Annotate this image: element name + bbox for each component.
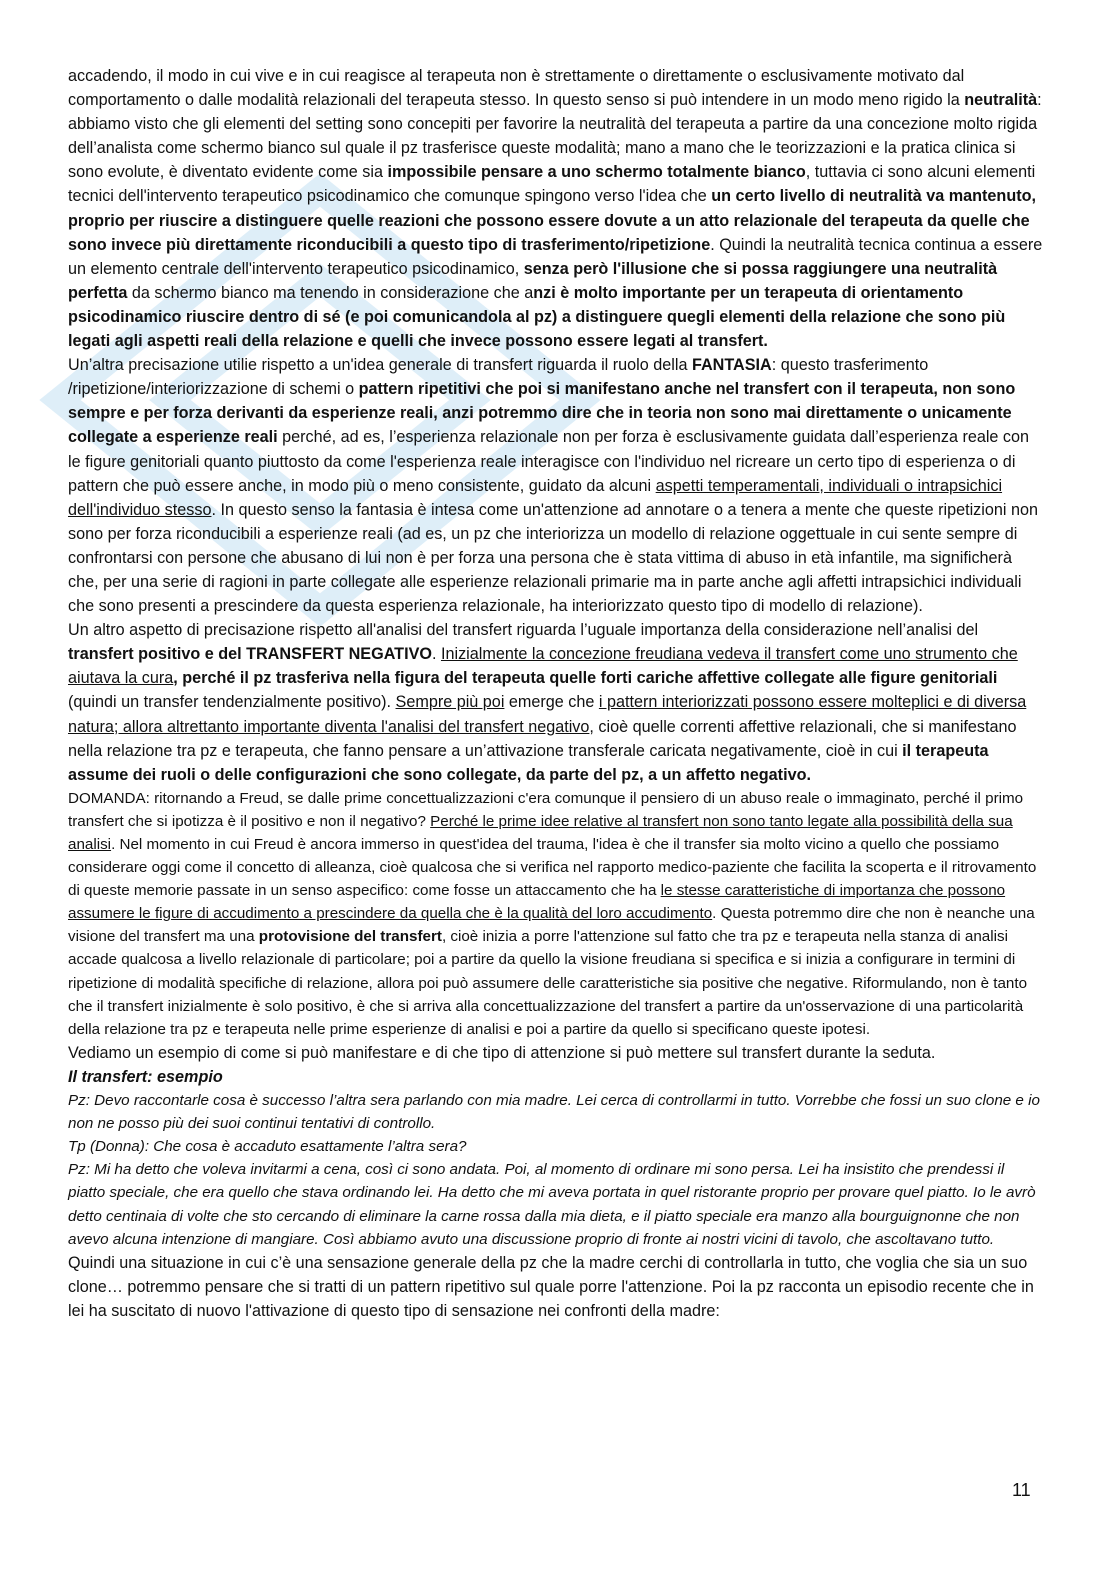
p3-segment-8: i pattern interiorizzati possono essere molteplici e di diversa natura; allora altrettanto importante diventa l'analisi del transfert negativo [68, 693, 1027, 736]
p2-segment-4: perché, ad es, l’esperienza relazionale non per forza è esclusivamente guidata dall’esperienza reale con le figure genitoriali quanto piuttosto da come l'esperienza reale interagisce con l'individuo nel ricreare un certo tipo di esperienza o di pattern che può essere anche, in modo più o meno consistente, guidato da alcuni [68, 428, 1030, 495]
p3-segment-5: (quindi un transfer tendenzialmente positivo). [68, 693, 396, 712]
p2-segment-5: aspetti temperamentali, individuali o intrapsichici dell'individuo stesso [68, 476, 1003, 519]
p2-segment-1: FANTASIA [691, 356, 772, 375]
p4-segment-4: . Questa potremmo dire che non è neanche una visione del transfert ma una [68, 905, 1035, 946]
p3-segment-3: Inizialmente la concezione freudiana vedeva il transfert come uno strumento che aiutava la cura [68, 645, 1018, 688]
example-heading: Il transfert: esempio [68, 1067, 223, 1086]
paragraph-question [68, 787, 1043, 1041]
p4-segment-0: DOMANDA: ritornando a Freud, se dalle prime concettualizzazioni c'era comunque il pensiero di un abuso reale o immaginato, perché il primo transfert che si ipotizza è il positivo e non il negativo? [68, 789, 1024, 830]
p2-segment-2: : questo trasferimento /ripetizione/interiorizzazione di schemi o [68, 356, 929, 399]
paragraph-example-intro: Vediamo un esempio di come si può manifestare e di che tipo di attenzione si può mettere sul transfert durante la seduta. [68, 1043, 936, 1062]
p2-segment-3: pattern ripetitivi che poi si manifestano anche nel transfert con il terapeuta, non sono sempre e per forza derivanti da esperienze reali, anzi potremmo dire che in teoria non sono mai direttamente o unicamente collegate a esperienze reali [68, 380, 1016, 447]
p1-segment-9: nzi è molto importante per un terapeuta di orientamento psicodinamico riuscire dentro di sé (e poi comunicandola al pz) a distinguere quegli elementi della relazione che sono più legati agli aspetti reali della relazione e quelli che invece possono essere legati al transfert. [68, 283, 1006, 351]
paragraph-fantasy [68, 353, 1043, 618]
p1-segment-1: neutralità [964, 91, 1038, 110]
p1-segment-0: accadendo, il modo in cui vive e in cui reagisce al terapeuta non è strettamente o direttamente o esclusivamente motivato dal comportamento o dalle modalità relazionali del terapeuta stesso. In questo senso si può intendere in un modo meno rigido la [68, 67, 965, 110]
dialogue-line-1: Pz: Devo raccontarle cosa è successo l’altra sera parlando con mia madre. Lei cerca di controllarmi in tutto. Vorrebbe che fossi un suo clone e io non ne posso più dei suoi continui tentativi di controllo. [68, 1092, 1040, 1133]
p3-segment-7: emerge che [504, 693, 599, 712]
page-number: 11 [1012, 1480, 1031, 1500]
p3-segment-1: transfert positivo e del TRANSFERT NEGATIVO [68, 645, 432, 664]
p4-segment-3: le stesse caratteristiche di importanza che possono assumere le figure di accudimento a prescindere da quella che è la qualità del loro accudimento [68, 882, 1006, 923]
p3-segment-10: il terapeuta assume dei ruoli o delle configurazioni che sono collegate, da parte del pz, a un affetto negativo. [68, 741, 989, 784]
p3-segment-4: , perché il pz trasferiva nella figura del terapeuta quelle forti cariche affettive collegate alle figure genitoriali [173, 669, 998, 688]
p4-segment-2: . Nel momento in cui Freud è ancora immerso in quest'idea del trauma, l'idea è che il transfer sia molto vicino a quello che possiamo considerare oggi come il concetto di alleanza, cioè qualcosa che si verifica nel rapporto medico-paziente che facilita la scoperta e il ritrovamento di queste memorie passate in un senso aspecifico: come fosse un attaccamento che ha [68, 836, 1037, 900]
p2-segment-0: Un’altra precisazione utilie rispetto a un'idea generale di transfert riguarda il ruolo della [68, 356, 692, 375]
dialogue-line-3: Pz: Mi ha detto che voleva invitarmi a cena, così ci sono andata. Poi, al momento di ordinare mi sono persa. Lei ha insistito che prendessi il piatto speciale, che era quello che stava ordinando lei. Ha detto che mi aveva portata in quel ristorante proprio per provare quel piatto. Io le avrò detto centinaia di volte che sto cercando di eliminare la carne rossa dalla mia dieta, e il piatto speciale era manzo alla bourguignonne che non avevo alcuna intenzione di mangiare. Così abbiamo avuto una discussione proprio di fronte ai nostri vicini di tavolo, che ascoltavano tutto. [68, 1161, 1036, 1248]
p1-segment-5: un certo livello di neutralità va mantenuto, proprio per riuscire a distinguere quelle reazioni che possono essere dovute a un atto relazionale del terapeuta da quelle che sono invece più direttamente riconducibili a questo tipo di trasferimento/ripetizione [68, 187, 1036, 254]
paragraph-negative-transfer [68, 618, 1043, 787]
p3-segment-2: . [431, 645, 441, 664]
p1-segment-3: impossibile pensare a uno schermo totalmente bianco [387, 163, 806, 182]
paragraph-neutrality [68, 64, 1043, 353]
p4-segment-1: Perché le prime idee relative al transfert non sono tanto legate alla possibilità della sua analisi [68, 812, 1013, 853]
p3-segment-6: Sempre più poi [395, 693, 505, 712]
p1-segment-6: . Quindi la neutralità tecnica continua a essere un elemento centrale dell'intervento terapeutico psicodinamico, [68, 235, 1043, 278]
p3-segment-0: Un altro aspetto di precisazione rispetto all'analisi del transfert riguarda l’uguale importanza della considerazione nell’analisi del [68, 621, 979, 640]
dialogue-line-2: Tp (Donna): Che cosa è accaduto esattamente l’altra sera? [68, 1138, 467, 1156]
p1-segment-2: : abbiamo visto che gli elementi del setting sono concepiti per favorire la neutralità del terapeuta a partire da una concezione molto rigida dell’analista come schermo bianco sul quale il pz trasferisce queste modalità; mano a mano che le teorizzazioni e la pratica clinica si sono evolute, è diventato evidente come sia [68, 91, 1042, 182]
p4-segment-6: , cioè inizia a porre l'attenzione sul fatto che tra pz e terapeuta nella stanza di analisi accade qualcosa a livello relazionale di particolare; poi a partire da quello la visione freudiana si specifica e si inizia a configurare in termini di ripetizione di modalità specifiche di relazione, allora poi può assumere delle caratteristiche sia positive che negative. Riformulando, non è tanto che il transfert inizialmente è solo positivo, è che si arriva alla concettualizzazione del transfert a partire da un'osservazione di una particolarità della relazione tra pz e terapeuta nelle prime esperienze di analisi e poi a partire da quello si specificano queste ipotesi. [68, 928, 1028, 1038]
document-page [68, 64, 1043, 1323]
p4-segment-5: protovisione del transfert [258, 928, 442, 946]
paragraph-commentary: Quindi una situazione in cui c’è una sensazione generale della pz che la madre cerchi di controllarla in tutto, che voglia che sia un suo clone… potremmo pensare che si tratti di un pattern ripetitivo sul quale porre l'attenzione. Poi la pz racconta un episodio recente che in lei ha suscitato di nuovo l'attivazione di questo tipo di sensazione nei confronti della madre: [68, 1253, 1034, 1320]
p1-segment-7: senza però l'illusione che si possa raggiungere una neutralità perfetta [68, 259, 998, 302]
p3-segment-9: , cioè quelle correnti affettive relazionali, che si manifestano nella relazione tra pz e terapeuta, che fanno pensare a un’attivazione transferale caricata negativamente, cioè in cui [68, 717, 1017, 760]
p1-segment-8: da schermo bianco ma tenendo in considerazione che a [127, 283, 534, 302]
p1-segment-4: , tuttavia ci sono alcuni elementi tecnici dell'intervento terapeutico psicodinamico che comunque spingono verso l'idea che [68, 163, 1036, 206]
p2-segment-6: . In questo senso la fantasia è intesa come un'attenzione ad annotare o a tenera a mente che queste ripetizioni non sono per forza riconducibili a esperienze reali (ad es, un pz che interiorizza un modello di relazione oggettuale in cui sente sempre di confrontarsi con persone che abusano di lui non è per forza una persona che è stata vittima di abuso in età infantile, ma significherà che, per una serie di ragioni in parte collegate alle esperienze relazionali primarie ma in parte anche agli affetti intrapsichici individuali che sono presenti a prescindere da questa esperienza relazionale, ha interiorizzato questo tipo di modello di relazione). [68, 500, 1038, 616]
